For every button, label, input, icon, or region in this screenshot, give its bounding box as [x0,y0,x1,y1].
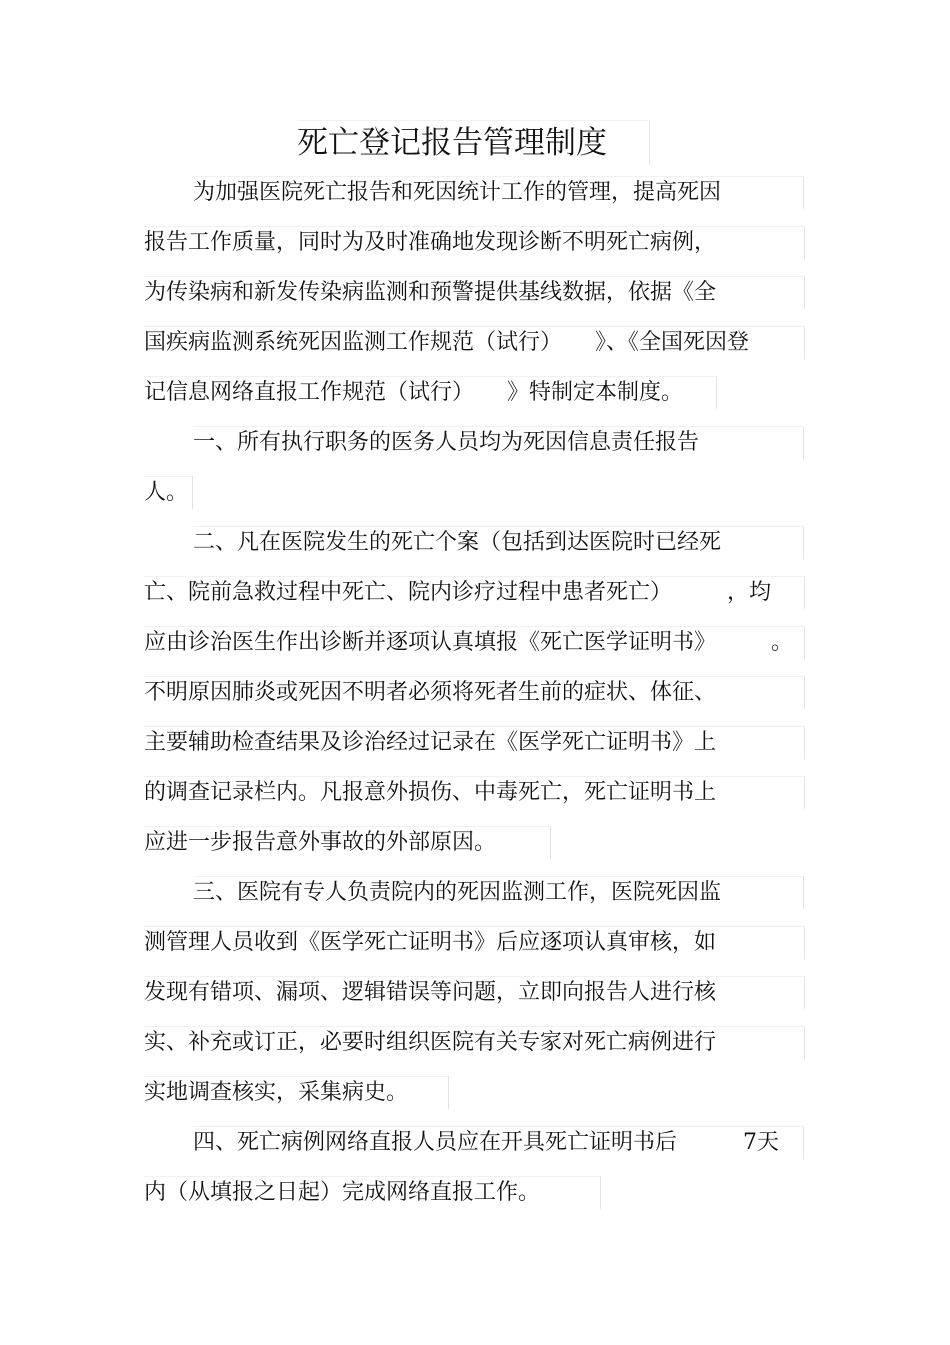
text-line: 二、凡在医院发生的死亡个案（包括到达医院时已经死 [193,526,804,559]
text-line: 一、所有执行职务的医务人员均为死因信息责任报告 [193,426,804,459]
text-line: 测管理人员收到《医学死亡证明书》后应逐项认真审核，如 [144,926,805,959]
text-line: 主要辅助检查结果及诊治经过记录在《医学死亡证明书》上 [144,726,805,759]
text-line: 发现有错项、漏项、逻辑错误等问题，立即向报告人进行核 [144,976,805,1009]
text-line: 报告工作质量，同时为及时准确地发现诊断不明死亡病例， [144,226,805,259]
text-line: 应由诊治医生作出诊断并逐项认真填报《死亡医学证明书》 。 [144,626,805,659]
text-line: 应进一步报告意外事故的外部原因。 [144,826,551,859]
text-line: 实、补充或订正，必要时组织医院有关专家对死亡病例进行 [144,1026,805,1059]
text-line: 实地调查核实，采集病史。 [144,1076,449,1109]
text-line: 亡、院前急救过程中死亡、院内诊疗过程中患者死亡） ，均 [144,576,805,609]
text-line: 四、死亡病例网络直报人员应在开具死亡证明书后 7天 [193,1126,804,1159]
document-title: 死亡登记报告管理制度 [297,120,650,165]
text-line: 人。 [144,476,193,509]
text-line: 的调查记录栏内。凡报意外损伤、中毒死亡，死亡证明书上 [144,776,805,809]
text-line: 不明原因肺炎或死因不明者必须将死者生前的症状、体征、 [144,676,805,709]
text-line: 为加强医院死亡报告和死因统计工作的管理，提高死因 [193,176,804,209]
text-line: 三、医院有专人负责院内的死因监测工作，医院死因监 [193,876,804,909]
text-line: 为传染病和新发传染病监测和预警提供基线数据，依据《全 [144,276,805,309]
text-line: 内（从填报之日起）完成网络直报工作。 [144,1176,601,1209]
text-line: 国疾病监测系统死因监测工作规范（试行） 》、《全国死因登 [144,326,805,359]
text-line: 记信息网络直报工作规范（试行） 》特制定本制度。 [144,376,717,409]
